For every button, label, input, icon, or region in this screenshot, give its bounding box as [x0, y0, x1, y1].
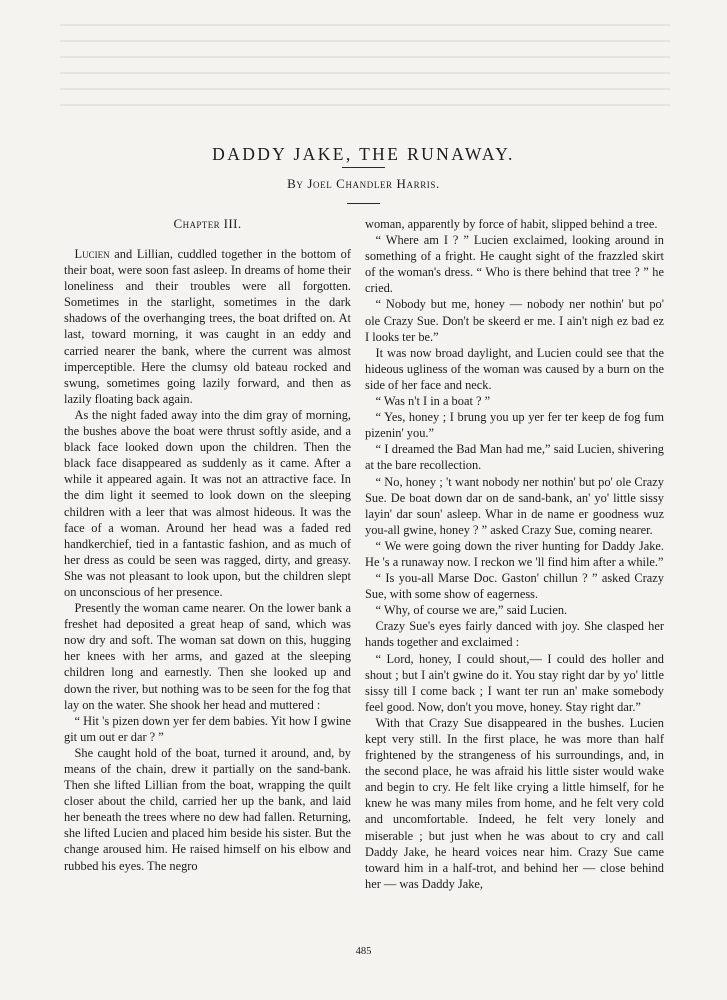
- paragraph: [64, 246, 351, 407]
- paragraph: “ Hit 's pizen down yer fer dem babies. Yit how I gwine git um out er dar ? ”: [64, 713, 351, 744]
- show-through-line: [60, 24, 670, 26]
- article-title: DADDY JAKE, THE RUNAWAY.: [212, 144, 515, 164]
- paragraph: woman, apparently by force of habit, slipped behind a tree.: [365, 217, 658, 231]
- show-through-line: [60, 72, 670, 74]
- paragraph: “ Is you-all Marse Doc. Gaston' chillun ? ” asked Crazy Sue, with some show of eagerness.: [365, 571, 664, 602]
- lead-word: Lucien: [74, 247, 110, 261]
- paragraph-text: and Lillian, cuddled together in the bottom of their boat, were soon fast asleep. In dreams of home their loneliness and their troubles were all forgotten. Sometimes in the starlight, sometimes in the dark shadows of the overhanging trees, the boat drifted on. At last, toward morning, it was caught in an eddy and carried nearer the bank, where the current was almost imperceptible. Here the clumsy old bateau rocked and swung, sometimes going lazily forward, and then as lazily floating back again.: [64, 247, 351, 406]
- right-column: [365, 216, 664, 892]
- paragraph: Crazy Sue's eyes fairly danced with joy. She clasped her hands together and exclaimed :: [365, 619, 664, 650]
- title-rule: [342, 167, 385, 168]
- paragraph: As the night faded away into the dim gray of morning, the bushes above the boat were thrust softly aside, and a black face looked down upon the children. Then the black face disappeared as suddenly as it came. After a while it appeared again. It was not an attractive face. In the dim light it seemed to look down on the sleeping children with a leer that was almost hideous. It was the face of a woman. Around her head was a faded red handkerchief, tied in a fantastic fashion, and as much of her dress as could be seen was ragged, dirty, and greasy. She was not pleasant to look upon, but the children slept on unconscious of her presence.: [64, 407, 351, 599]
- paragraph: It was now broad daylight, and Lucien could see that the hideous ugliness of the woman was caused by a burn on the side of her face and neck.: [365, 345, 664, 392]
- paragraph: “ Yes, honey ; I brung you up yer fer ter keep de fog fum pizenin' you.”: [365, 410, 664, 441]
- show-through-line: [60, 40, 670, 42]
- byline: By Joel Chandler Harris.: [287, 176, 440, 191]
- show-through-line: [60, 56, 670, 58]
- paragraph: Presently the woman came nearer. On the lower bank a freshet had deposited a great heap of sand, which was now dry and soft. The woman sat down on this, hugging her knees with her arms, and gazed at the sleeping children long and earnestly. Then she looked up and down the river, but nothing was to be seen for the fog that lay on the water. She shook her head and muttered :: [64, 601, 351, 712]
- paragraph: “ Nobody but me, honey — nobody ner nothin' but po' ole Crazy Sue. Don't be skeerd er me. I ain't nigh ez bad ez I looks ter be.”: [365, 297, 664, 344]
- paragraph: “ Lord, honey, I could shout,— I could des holler and shout ; but I ain't gwine do it. You stay right dar by yo' little sissy till I come back ; I want ter run an' make somebody feel good. Now, don't you move, honey. Stay right dar.”: [365, 651, 664, 714]
- left-column: [64, 216, 351, 874]
- paragraph: “ Was n't I in a boat ? ”: [375, 394, 491, 409]
- page-number: 485: [355, 946, 372, 957]
- paragraph: “ We were going down the river hunting for Daddy Jake. He 's a runaway now. I reckon we 'll find him after a while.”: [365, 538, 664, 569]
- paragraph: “ No, honey ; 't want nobody ner nothin' but po' ole Crazy Sue. De boat down dar on de sand-bank, an' yo' little sissy layin' dar soun' asleep. Whar in de name er goodness wuz you-all gwine, honey ? ” asked Crazy Sue, coming nearer.: [365, 474, 664, 537]
- show-through-line: [60, 88, 670, 90]
- paragraph: “ Why, of course we are,” said Lucien.: [375, 603, 568, 618]
- show-through-line: [60, 104, 670, 106]
- byline-rule: [347, 203, 380, 204]
- chapter-heading: Chapter III.: [173, 216, 242, 231]
- paragraph: “ I dreamed the Bad Man had me,” said Lucien, shivering at the bare recollection.: [365, 442, 664, 473]
- paragraph: She caught hold of the boat, turned it around, and, by means of the chain, drew it partially on the sand-bank. Then she lifted Lillian from the boat, wrapping the quilt closer about the child, carried her up the bank, and laid her beneath the trees where no dew had fallen. Returning, she lifted Lucien and placed him beside his sister. But the change aroused him. He raised himself on his elbow and rubbed his eyes. The negro: [64, 745, 351, 873]
- paragraph: With that Crazy Sue disappeared in the bushes. Lucien kept very still. In the first place, he was more than half frightened by the strangeness of his surroundings, and, in the second place, he was afraid his little sister would wake and begin to cry. He felt like crying a little himself, for he knew he was many miles from home, and he felt very cold and uncomfortable. Indeed, he felt very lonely and miserable ; but just when he was about to cry and call Daddy Jake, he heard voices near him. Crazy Sue came toward him in a half-trot, and behind her — close behind her — was Daddy Jake,: [365, 715, 664, 891]
- paragraph: “ Where am I ? ” Lucien exclaimed, looking around in something of a fright. He caught sight of the frazzled skirt of the woman's dress. “ Who is there behind that tree ? ” he cried.: [365, 233, 664, 296]
